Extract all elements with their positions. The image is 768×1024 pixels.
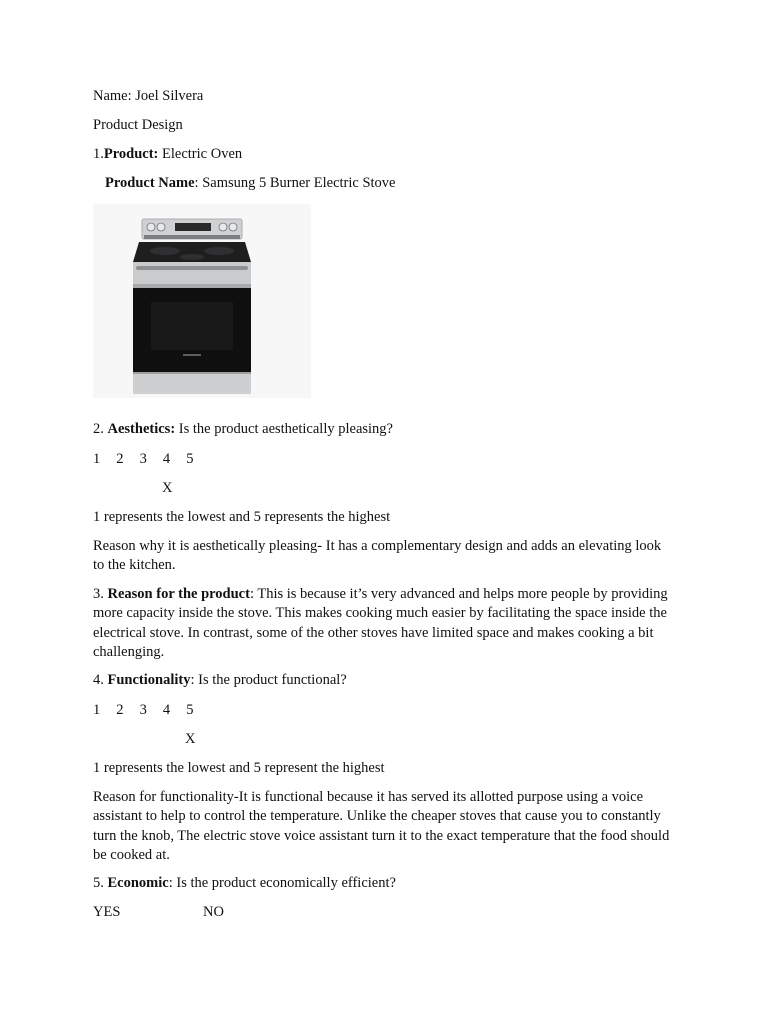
reason-product-text: : This is because it’s very advanced and helps more people by providing more capacity inside the stove. This makes cooking much easier by facilitating the space inside the electrical stove. In contrast, some of the other stoves have limited space and makes cooking a bit challenging. xyxy=(93,586,668,661)
functionality-rating-mark: X xyxy=(185,731,196,747)
product-value: Electric Oven xyxy=(158,146,243,162)
scale-value: 4 xyxy=(162,702,171,718)
aesthetics-rating-scale xyxy=(93,450,209,469)
economic-question-line xyxy=(93,874,396,893)
student-name: Name: Joel Silvera xyxy=(93,88,204,104)
scale-value: 5 xyxy=(186,702,194,718)
course-title: Product Design xyxy=(93,117,183,133)
scale-value: 4 xyxy=(162,451,171,467)
section-number: 2. xyxy=(93,421,108,437)
product-name-line xyxy=(105,174,396,193)
scale-value: 2 xyxy=(116,451,124,467)
scale-value: 1 xyxy=(93,702,101,718)
functionality-label: Functionality xyxy=(107,672,191,688)
scale-value: 5 xyxy=(186,451,194,467)
reason-product-label: Reason for the product xyxy=(107,586,250,602)
section-number: 3. xyxy=(93,586,108,602)
functionality-reason: Reason for functionality-It is functional because it has served its allotted purpose using a voice assistant to help to control the temperature. Unlike the cheaper stoves that cause you to constantly turn the knob, The electric stove voice assistant turn it to the exact temperature that the food should be cooked at. xyxy=(93,789,670,864)
scale-value: 3 xyxy=(139,451,147,467)
electric-stove-photo-icon xyxy=(93,204,311,398)
economic-no-option: NO xyxy=(203,904,224,920)
section-number: 1. xyxy=(93,146,104,162)
scale-value: 3 xyxy=(139,702,147,718)
product-name-label: Product Name xyxy=(105,175,195,191)
aesthetics-rating-mark: X xyxy=(162,480,173,496)
section-number: 4. xyxy=(93,672,108,688)
aesthetics-reason: Reason why it is aesthetically pleasing- It has a complementary design and adds an elevating look to the kitchen. xyxy=(93,538,662,574)
economic-label: Economic xyxy=(107,875,169,891)
product-line xyxy=(93,145,242,164)
functionality-rating-scale xyxy=(93,701,209,720)
scale-value: 1 xyxy=(93,451,101,467)
economic-question: : Is the product economically efficient? xyxy=(168,875,396,891)
aesthetics-question: Is the product aesthetically pleasing? xyxy=(175,421,393,437)
economic-yes-option: YES xyxy=(93,904,121,920)
product-label: Product: xyxy=(103,146,159,162)
functionality-question: : Is the product functional? xyxy=(190,672,347,688)
aesthetics-scale-legend: 1 represents the lowest and 5 represents the highest xyxy=(93,509,391,525)
section-number: 5. xyxy=(93,875,108,891)
aesthetics-question-line xyxy=(93,420,393,439)
aesthetics-label: Aesthetics: xyxy=(107,421,176,437)
functionality-question-line xyxy=(93,671,347,690)
reason-for-product xyxy=(93,585,673,663)
functionality-scale-legend: 1 represents the lowest and 5 represent the highest xyxy=(93,760,385,776)
product-name-value: : Samsung 5 Burner Electric Stove xyxy=(194,175,396,191)
scale-value: 2 xyxy=(116,702,124,718)
